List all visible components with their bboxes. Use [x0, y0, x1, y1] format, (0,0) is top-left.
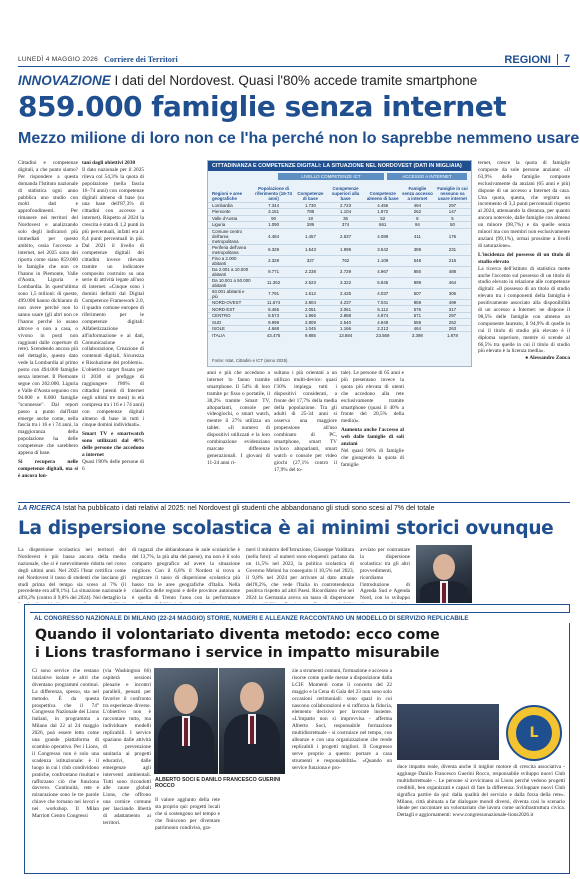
table-cell: 1.966	[294, 312, 326, 319]
lions-congress-photo	[397, 704, 499, 760]
table-cell: 2.328	[253, 255, 295, 266]
table-cell: Periferia dell'area metropolitana	[208, 244, 253, 255]
table-source: Fonte: Istat, Cittadini e ICT (anno 2025)	[212, 358, 288, 363]
table-cell: 899	[401, 277, 434, 288]
table-cell: 2.729	[327, 266, 365, 277]
table-cell: 2.051	[294, 306, 326, 313]
article1-column-4	[274, 370, 337, 500]
issue-date: LUNEDÌ 4 MAGGIO 2026	[18, 56, 99, 63]
table-cell: 2.425	[327, 288, 365, 299]
table-cell: 4.456	[365, 202, 401, 209]
table-cell: 7.791	[253, 288, 295, 299]
article1-subheadline: Mezzo milione di loro non ce l'ha perché non lo saprebbe nemmeno usare	[18, 130, 580, 147]
table-cell: 18	[294, 215, 326, 222]
table-header-cell: Regioni e aree geografiche	[212, 190, 243, 201]
table-cell: 4.484	[253, 228, 295, 244]
table-cell: 859	[401, 299, 434, 306]
table-cell: Lombardia	[208, 202, 253, 209]
table-cell: 1.104	[327, 209, 365, 216]
table-body	[208, 202, 471, 338]
subheading: L'incidenza del possesso di un titolo di studio elevato	[478, 251, 570, 265]
table-cell: 1.730	[294, 202, 326, 209]
digital-skills-table	[207, 160, 472, 367]
paragraph: avviato per contrastare la dispersione scolastica: tra gli altri provvedimenti, ricordiamo l'introduzione di Agenda Sud e Agenda Nord, con lo sviluppo	[360, 547, 410, 602]
table-cell: 1.999	[327, 244, 365, 255]
table-row	[208, 277, 471, 288]
author-byline: ● Alessandro Zonca	[525, 355, 570, 362]
table-cell: ITALIA	[208, 332, 253, 339]
table-row	[208, 288, 471, 299]
table-cell: 5.845	[365, 277, 401, 288]
article2-column-2	[132, 547, 240, 603]
paragraph: di ragazzi che abbandonano le aule scolastiche è del 13,7%, la più alta del paese), ma non è il solo comparto geografico ad avere la situazione migliore. Con il 6,8% il Nordest si trova a registrare il tasso di dispersione scolastica più basso tra le aree geografiche d'Italia. Nella classifica delle regioni e delle province autonome è quella di Trento l'area con la performance	[132, 547, 240, 602]
table-header-row	[208, 180, 471, 202]
table-cell: 262	[434, 319, 471, 326]
article1-column-5	[341, 370, 404, 500]
table-cell: 4.089	[365, 228, 401, 244]
subheading: tani dagli obiettivi 2030	[82, 160, 136, 166]
table-cell: 5	[434, 215, 471, 222]
paragraph: (via Washington 66) ospiterà sessioni plenarie e incontri paralleli, pensati per favorire il confronto tra esperienze diverse. L'obiettivo non è raccontare tutto, ma individuare modelli replicabili. I service spaziano dalle attività di prevenzione sanitaria ai progetti educativi, dalle emergenze agli interventi ambientali. Tutti sono ricondotti alle cause globali Lions, che offrono una cornice comune per lasciando libertà di adattamento ai territori.	[103, 668, 151, 826]
table-cell: 1.543	[294, 244, 326, 255]
paragraph: ternet, cresce la quota di famiglie composte da sole persone anziane: «Il 63,9% delle famiglie composte esclusivamente da anziani (65 anni e più) dispone di un accesso a Internet da casa. Una quota, questa, che registra un incremento di 3,3 punti percentuali rispetto al 2024, attenuando la distanza, per quanto ancora notevole, dalle famiglie con almeno un minore (98,7%) e da quelle senza minori ma con membri non esclusivamente anziani (99,1%), ormai prossime a livelli di saturazione».	[478, 160, 570, 249]
table-cell: 2.723	[327, 202, 365, 209]
table-cell: 8.465	[253, 306, 295, 313]
article1-column-3	[207, 370, 270, 500]
table-cell: NORD-OVEST	[208, 299, 253, 306]
table-cell: 1.109	[365, 255, 401, 266]
table-cell: 327	[294, 255, 326, 266]
table-cell: 661	[365, 222, 401, 229]
table-header-cell: Competenze almeno di base	[366, 190, 399, 201]
article1-kicker-tag: INNOVAZIONE	[18, 73, 111, 88]
table-cell: 494	[401, 202, 434, 209]
table-cell: 1.878	[434, 332, 471, 339]
newspaper-name: Corriere dei Territori	[104, 55, 178, 64]
table-cell: Liguria	[208, 222, 253, 229]
table-row	[208, 228, 471, 244]
table-cell: 9.999	[253, 319, 295, 326]
minister-photo	[416, 545, 472, 603]
table-cell: 2.809	[294, 319, 326, 326]
table-cell: 7.041	[365, 299, 401, 306]
alberto-soci-photo	[154, 668, 218, 774]
article2-column-4	[360, 547, 410, 603]
paragraph: tale). Le persone di 65 anni e più presentano invece la quota più elevata di utenti che accedono alla rete esclusivamente tramite smartphone (quasi il 40% a fronte del 20,5% della media)».	[341, 370, 404, 425]
table-cell: 464	[434, 277, 471, 288]
section-divider	[18, 502, 570, 503]
article2-kicker	[18, 505, 435, 512]
paragraph: sultano i più orientati a un utilizzo multi-device: quasi l'30% impiega tutti i dispositivi considerati, a fronte del 17,7% della media della popolazione. Tra gli adulti di 25-34 anni si osserva una maggiore propensione all'uso combinato di PC, smartphone, smart TV in/loco altoparlanti, smart watch o console per video giochi (27,1% contro il 17,9% del to-	[274, 370, 337, 473]
table-cell: 499	[434, 299, 471, 306]
article1-column-2	[82, 160, 144, 500]
table-cell: 2.637	[327, 228, 365, 244]
subheading: Aumenta anche l'accesso al web dalle famiglie di soli anziani	[341, 427, 404, 448]
table-cell: 4.949	[365, 319, 401, 326]
table-cell: 4.874	[365, 312, 401, 319]
paragraph: Nel quasi 90% di famiglie che giungendo la quota di famiglie	[341, 447, 404, 468]
table-cell: ISOLE	[208, 325, 253, 332]
table-cell: 306	[434, 288, 471, 299]
table-cell: 297	[434, 202, 471, 209]
lions-logo: L	[506, 705, 562, 761]
table-cell: 559	[401, 319, 434, 326]
table-cell: Da 10.001 a 50.000 abitanti	[208, 277, 253, 288]
table-cell: 262	[401, 209, 434, 216]
table-cell: SUD	[208, 319, 253, 326]
table-cell: 8.573	[253, 312, 295, 319]
article3-headline	[35, 626, 440, 662]
table-header-cell: Famiglie senza accesso a internet	[402, 185, 433, 201]
table-cell: Da 2.001 a 10.000 abitanti	[208, 266, 253, 277]
article2-kicker-tag: LA RICERCA	[18, 505, 61, 512]
article2-kicker-text: Istat ha pubblicato i dati relativi al 2025: nel Nordovest gli studenti che abbandonano gli studi sono scesi al 7% del totale	[62, 505, 435, 512]
table-cell: 464	[401, 325, 434, 332]
table-grid	[208, 180, 471, 338]
table-cell: 1.166	[327, 325, 365, 332]
table-cell: 2.238	[294, 266, 326, 277]
article3-column-2	[103, 668, 151, 868]
table-cell: 507	[401, 288, 434, 299]
table-cell: 4.037	[365, 288, 401, 299]
table-cell: 411	[401, 228, 434, 244]
table-cell: Valle d'Aosta	[208, 215, 253, 222]
table-row	[208, 266, 471, 277]
table-row	[208, 244, 471, 255]
article1-headline: 859.000 famiglie senza internet	[18, 90, 507, 123]
paragraph: La dispersione scolastica nei territori del Nordovest è più bassa ancora della media nazionale, che si è notevolmente ridotta nel corso degli ultimi anni. Nel 2025 l'Istat certifica come nel Nordovest il tasso di studenti che lasciano gli studi prima del tempo sia sceso al 7% (il precedente era all'8,1%). La situazione nazionale è all'8,2% (contro il 9,8% del 2024). Nel dettaglio la	[18, 547, 126, 602]
table-cell: 850	[401, 266, 434, 277]
table-cell: 2.523	[294, 277, 326, 288]
table-header-cell: Popolazione di riferimento (16-74 anni)	[255, 185, 293, 201]
table-cell: 13.884	[327, 332, 365, 339]
article3-column-1	[32, 668, 99, 868]
table-cell: 571	[401, 312, 434, 319]
article1-column-6	[478, 160, 570, 500]
paragraph: Cittadini e competenze digitali, a che punto siamo? Per rispondere a questa domanda l'Istituto nazionale di statistica ogni anno pubblica uno studio con molti dati e approfondimenti. Per rimanere nei territori del Nordovest e analizzando solo degli indicatori più immediati per questo ambito, ossia l'accesso a internet, nel 2025 sono dei riporta come siano 859.000 le famiglie che non ce l'hanno in Piemonte, Valle d'Aosta, Liguria e Lombardia. In quest'ultima sono 1,5 milioni: di queste, 499.000 hanno dichiarato di non avere perché non lo sanno usare (gli altri non ce l'hanno perché lo usano altrove o non a casa, o vivono in posti non raggiunti dalle coperture di rete). Scendendo ancora più nel dettaglio, questo dato vede la Lombardia al primo posto con 494.000 famiglie senza internet. Il Piemonte segue con 262.000. Liguria e Valle d'Aosta seguono con 94.000 e 8.000 famiglie "sconnesse". Dal report passo a punto dall'Istat emerge anche come, nella fascia tra i 16 e i 74 anni, la maggioranza della popolazione ha delle competenze che sarebbero appena di base.	[18, 160, 78, 457]
table-row	[208, 332, 471, 339]
table-cell: 5.112	[365, 306, 401, 313]
table-cell: 263	[434, 325, 471, 332]
table-cell: 1.457	[294, 228, 326, 244]
table-cell: 1.872	[365, 209, 401, 216]
paragraph: anni e più che accedono a internet lo fanno tramite smartphone. Il 54% di loro tramite pc fisso o portatile, il 38,2% tramite Smart TV, altoparlanti, console per videogiochi, o smart watch, mentre il 27% utilizza un tablet. «Il numero di dispositivi utilizzati e la loro combinazione evidenziano marcate differenze generazionali. I giovani di 11-24 anni ri-	[207, 370, 270, 466]
table-cell: 1.612	[294, 288, 326, 299]
table-cell: 762	[327, 255, 365, 266]
table-cell: 90	[253, 215, 295, 222]
table-cell: 3.151	[253, 209, 295, 216]
paragraph: Ci sono service che restano iniziative isolate e altri che diventano programmi continui. La differenza, spesso, sta nel metodo. È da questa prospettiva che il 74° Congresso Nazionale dei Lions italiani, in programma a Milano dal 22 al 24 maggio 2026, può essere letto come una grande piattaforma di scambio operativo. Per i Lions, il Congresso non è solo una scadenza istituzionale: è il luogo in cui i club condividono pratiche, confrontano risultati e rafforzano ciò che funziona davvero. Continuità, rete e misurazione sono le tre parole chiave che tornano nei lavori e nei workshop. Il Milan Marriott Centro Congressi	[32, 668, 99, 820]
table-cell: 374	[327, 222, 365, 229]
photo-caption: ALBERTO SOCI E DANILO FRANCESCO GUERINI ROCCO	[155, 777, 281, 789]
table-cell: 3.542	[365, 244, 401, 255]
table-cell: 9.771	[253, 266, 295, 277]
article1-kicker	[18, 73, 477, 88]
table-cell: 8	[401, 215, 434, 222]
article3-column-3	[155, 797, 220, 869]
article2-column-3	[246, 547, 354, 603]
table-cell: 1.090	[253, 222, 295, 229]
table-row	[208, 255, 471, 266]
table-cell: 43.475	[253, 332, 295, 339]
table-header-cell: Competenze superiori alla base	[331, 185, 360, 201]
article3-band: AL CONGRESSO NAZIONALE DI MILANO (22-24 MAGGIO) STORIE, NUMERI E ALLEANZE RACCONTANO UN MODELLO DI SERVIZIO REPLICABILE	[30, 612, 570, 623]
article3-headline-line2: i Lions trasformano i service in impatto misurabile	[35, 645, 440, 661]
table-cell: 6.329	[253, 244, 295, 255]
table-cell: 389	[401, 244, 434, 255]
table-cell: 35	[327, 215, 365, 222]
article3-column-5	[397, 764, 565, 868]
table-cell: 4.668	[253, 325, 295, 332]
paragraph: Quasi l'80% delle persone di 6	[82, 458, 144, 472]
article1-column-3-spacer	[148, 160, 203, 500]
article2-headline: La dispersione scolastica è ai minimi storici ovunque	[18, 518, 554, 539]
table-group-internet: ACCESSO A INTERNET	[387, 173, 467, 180]
table-cell: 216	[434, 255, 471, 266]
table-cell: 488	[434, 266, 471, 277]
table-cell: 317	[434, 306, 471, 313]
subheading: Smart TV e smartwatch sono utilizzati dal 40% delle persone che accedono a internet	[82, 431, 144, 459]
table-cell: 1.045	[294, 325, 326, 332]
paragraph: zie a strumenti comuni, formazione e accesso a risorse come quelle messe a disposizione dalla LCIF. Momenti come il concerto del 22 maggio e la Cena di Gala del 23 non sono solo occasioni cerimoniali: sono spazi in cui nascono collaborazioni e si rafforza la fiducia, elemento decisivo per lavorare insieme. «L'impatto non si improvvisa - afferma Alberto Soci, responsabile formazione multidistrettuale - si costruisce nel tempo, con alleanze e con una organizzazione che rende replicabili i progetti migliori. Il Congresso serve proprio a questo: portare a casa strumenti e responsabilità». «Quando un service funziona e pro-	[292, 668, 392, 771]
table-cell: 576	[401, 306, 434, 313]
table-header-cell: Famiglie in cui nessuno sa usare internet	[437, 185, 468, 201]
table-cell: 2.888	[327, 312, 365, 319]
article3-headline-line1: Quando il volontariato diventa metodo: ecco come	[35, 627, 440, 643]
article1-column-1	[18, 160, 78, 500]
subheading: Si recupera nelle competenze digitali, ma si è ancora lon-	[18, 458, 78, 479]
table-header-cell: Competenze di base	[297, 190, 324, 201]
danilo-guerini-rocco-photo	[219, 668, 285, 774]
table-title: CITTADINANZA E COMPETENZE DIGITALI: LA SITUAZIONE NEL NORDOVEST (DATI IN MIGLIAIA)	[208, 161, 471, 171]
table-cell: 3.398	[401, 332, 434, 339]
article3-column-4	[292, 668, 392, 868]
table-group-headers	[208, 173, 471, 180]
table-cell: NORD-EST	[208, 306, 253, 313]
table-cell: 788	[294, 209, 326, 216]
table-cell: 2.804	[294, 299, 326, 306]
table-cell: Comune centro dell'area metropolitana	[208, 228, 253, 244]
table-cell: 2.540	[327, 319, 365, 326]
paragraph: Il dato nazionale per il 2025 rileva col 54,3% la quota di popolazione (nella fascia 16–74 anni) con competenze digitali almeno di base (su una base dell'87,3% di cittadini con accesso a internet). Rispetto al 2024 la crescita è stata di 1,2 punti in più percentuali, infatti era al 8,4 punti percentuali in più. Dal 2021 il livello di competenze digitali dei cittadini invece rilevato tramite un indicatore composito costruito su una serie di attività legate all'uso di internet. «Cinque sono i domini definiti dal Digital Competence Framework 2.0, il quadro comune europeo di riferimento per le competenze digitali: Alfabetizzazione all'informazione e ai dati, Comunicazione e collaborazione, Creazione di contenuti digitali, Sicurezza e Risoluzione dei problemi». L'obiettivo target fissato per il 2030 si prefigge di raggiungere l'80% di cittadini (utenti di Internet negli ultimi tre mesi) in età compresa tra i 16 e i 74 anni) con competenze digitali almeno di base in tutti i cinque domini individuati».	[82, 166, 144, 429]
paragraph: Il valore aggiunto della rete sta proprio qui: progetti locali che si sostengono nel tempo e che finiscono per diventare patrimonio condiviso, gra-	[155, 797, 220, 831]
table-cell: 176	[434, 228, 471, 244]
table-group-ict: LIVELLO COMPETENZE ICT	[278, 173, 384, 180]
table-cell: 147	[434, 209, 471, 216]
table-cell: 11.362	[253, 277, 295, 288]
article3-column-5-top	[397, 668, 499, 704]
table-cell: 94	[401, 222, 434, 229]
table-cell: 297	[434, 312, 471, 319]
table-cell: 11.674	[253, 299, 295, 306]
page-number: 7	[557, 54, 570, 65]
table-cell: 23.569	[365, 332, 401, 339]
table-cell: 3.322	[327, 277, 365, 288]
page-header	[18, 53, 570, 67]
table-cell: 7.344	[253, 202, 295, 209]
table-cell: 3.061	[327, 306, 365, 313]
article1-kicker-text: I dati del Nordovest. Quasi l'80% accede tramite smartphone	[114, 73, 478, 88]
table-cell: 4.237	[327, 299, 365, 306]
table-cell: 231	[434, 244, 471, 255]
table-cell: CENTRO	[208, 312, 253, 319]
table-cell: 50.001 abitanti e più	[208, 288, 253, 299]
paragraph: meri il ministro dell'Istruzione, Giuseppe Valditara (nella foto): «I numeri sono eloquenti: parlano da un 11,5% nel 2022, la politica scolastica di Governo Meloni ha conseguito il 10,5% nel 2023, il 9,8% nel 2024 per arrivare al dato attuale dell'8,2%, che vede l'Italia in controtendenza positiva rispetto ad altri Paesi. Ricordiamo che nel 2024 la Germania aveva un tasso di dispersione	[246, 547, 354, 602]
table-cell: Piemonte	[208, 209, 253, 216]
paragraph: La ricerca dell'istituto di statistica mette anche l'accento sul possesso di un titolo di studio elevato in relazione alle competenze digitali: «Il possesso di un titolo di studio elevato tra i componenti della famiglia è positivamente associato alla disponibilità di un accesso a Internet: ne dispone il 98,5% delle famiglie con almeno un componente laureato, il 94,9% di quelle in cui il titolo di studio più elevato è il diploma superiore, mentre si scende al 66,5% tra quelle in cui il titolo di studio più elevato è la licenza media».	[478, 265, 570, 355]
section-name: REGIONI	[504, 53, 551, 66]
table-cell: 9.885	[294, 332, 326, 339]
table-cell: 2.213	[365, 325, 401, 332]
table-cell: 50	[434, 222, 471, 229]
table-cell: 4.967	[365, 266, 401, 277]
article2-column-1	[18, 547, 126, 603]
table-cell: Fino a 2.000 abitanti	[208, 255, 253, 266]
table-cell: 548	[401, 255, 434, 266]
paragraph: duce impatto reale, diventa anche il miglior motore di crescita associativa - aggiunge Danilo Francesco Guerini Rocco, responsabile sviluppo nuovi Club multidistrettuale -. Le persone si avvicinano ai Lions perché vedono progetti credibili, ben organizzati e capaci di fare la differenza. Sviluppare nuovi Club significa partire da qui: dalla qualità del servizio e dalla forza della rete». Milano, città abituata a far dialogare mondi diversi, diventa così lo scenario ideale per raccontare un volontariato che lavora come un'infrastruttura civica. Dettagli e aggiornamenti: www.congressonazionale-lions2026.it	[397, 764, 565, 819]
table-cell: 289	[294, 222, 326, 229]
table-cell: 52	[365, 215, 401, 222]
